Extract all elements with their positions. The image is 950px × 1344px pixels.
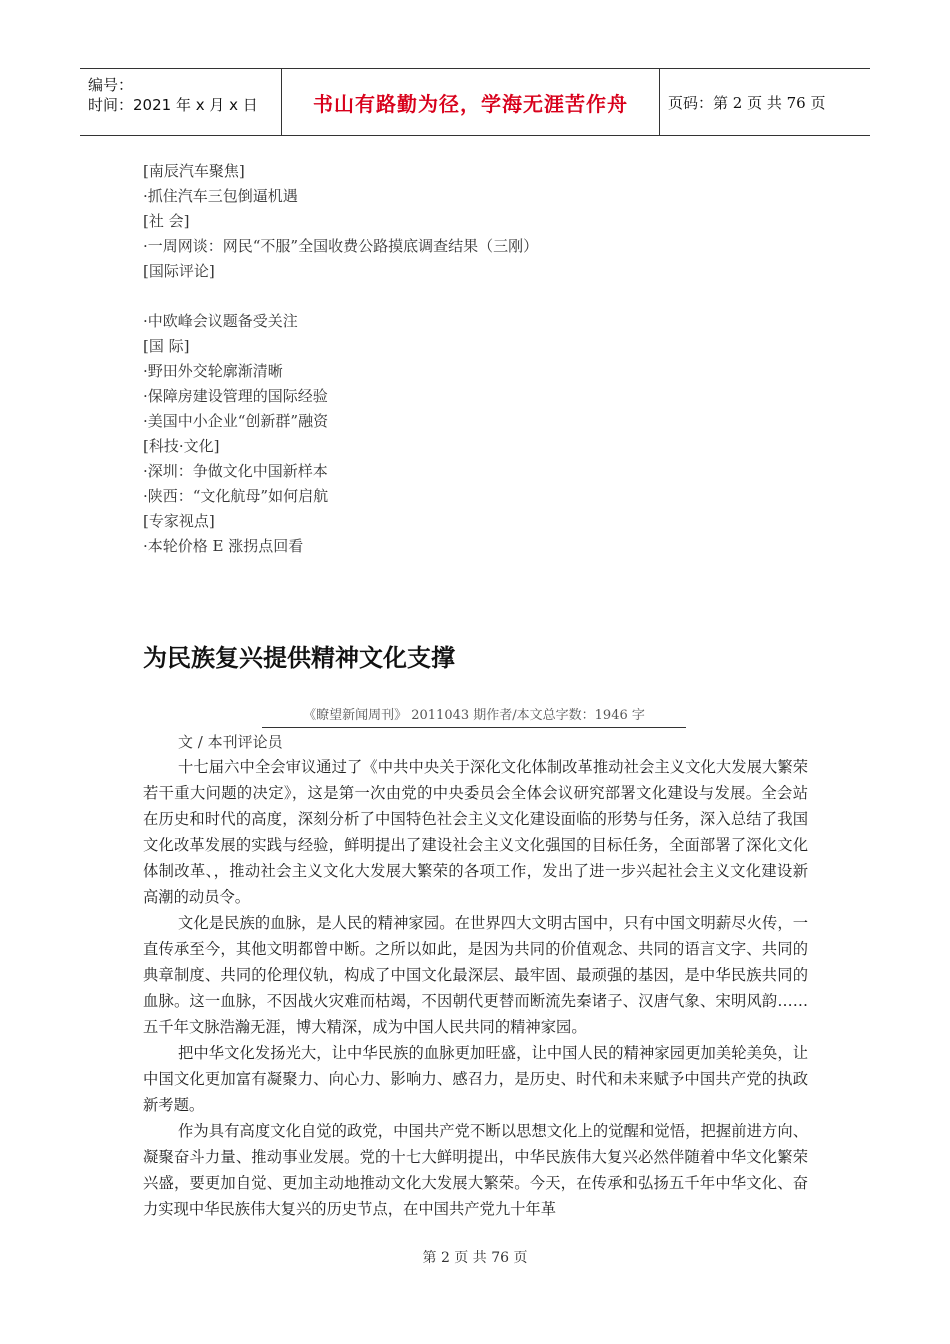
page-header — [80, 68, 870, 136]
page-footer: 第 2 页 共 76 页 — [422, 1250, 528, 1266]
toc-item: ·深圳：争做文化中国新样本 — [143, 462, 328, 480]
paragraph: 把中华文化发扬光大，让中华民族的血脉更加旺盛，让中国人民的精神家园更加美轮美奂，让中国文化更加富有凝聚力、向心力、影响力、感召力，是历史、时代和未来赋予中国共产党的执政新考题。 — [143, 1044, 808, 1114]
toc-item: ·野田外交轮廓渐清晰 — [143, 362, 283, 380]
header-motto: 书山有路勤为径，学海无涯苦作舟 — [282, 69, 660, 135]
header-meta — [80, 69, 282, 135]
toc-gap — [143, 284, 843, 309]
toc-item: [科技·文化] — [143, 437, 220, 455]
paragraph: 作为具有高度文化自觉的政党，中国共产党不断以思想文化上的觉醒和觉悟，把握前进方向、凝聚奋斗力量、推动事业发展。党的十七大鲜明提出，中华民族伟大复兴必然伴随着中华文化繁荣兴盛，要更加自觉、更加主动地推动文化大发展大繁荣。今天，在传承和弘扬五千年中华文化、奋力实现中华民族伟大复兴的历史节点，在中国共产党九十年革 — [143, 1122, 808, 1218]
time-label: 时间：2021 年 x 月 x 日 — [88, 96, 258, 114]
toc-item: ·中欧峰会议题备受关注 — [143, 312, 298, 330]
paragraph: 十七届六中全会审议通过了《中共中央关于深化文化体制改革推动社会主义文化大发展大繁荣若干重大问题的决定》，这是第一次由党的中央委员会全体会议研究部署文化建设与发展。全会站在历史和时代的高度，深刻分析了中国特色社会主义文化建设面临的形势与任务，深入总结了我国文化改革发展的实践与经验，鲜明提出了建设社会主义文化强国的目标任务，全面部署了深化文化体制改革、，推动社会主义文化大发展大繁荣的各项工作，发出了进一步兴起社会主义文化建设新高潮的动员令。 — [143, 758, 808, 906]
toc-item: ·本轮价格 E 涨拐点回看 — [143, 537, 304, 555]
toc-item: [南辰汽车聚焦] — [143, 162, 245, 180]
toc-item: ·陕西：“文化航母”如何启航 — [143, 487, 329, 505]
toc-item: ·美国中小企业“创新群”融资 — [143, 412, 329, 430]
header-page-info: 页码：第 2 页 共 76 页 — [668, 93, 826, 112]
table-of-contents — [143, 159, 843, 559]
article-title: 为民族复兴提供精神文化支撑 — [143, 644, 455, 672]
paragraph: 文化是民族的血脉，是人民的精神家园。在世界四大文明古国中，只有中国文明薪尽火传，一直传承至今，其他文明都曾中断。之所以如此，是因为共同的价值观念、共同的语言文字、共同的典章制度、共同的伦理仪轨，构成了中国文化最深层、最牢固、最顽强的基因，是中华民族共同的血脉。这一血脉，不因战火灾难而枯竭，不因朝代更替而断流先秦诸子、汉唐气象、宋明风韵……五千年文脉浩瀚无涯，博大精深，成为中国人民共同的精神家园。 — [143, 914, 808, 1036]
toc-item: ·抓住汽车三包倒逼机遇 — [143, 187, 298, 205]
toc-item: ·一周网谈：网民“不服”全国收费公路摸底调查结果（三刚） — [143, 237, 539, 255]
article-byline: 文 / 本刊评论员 — [178, 733, 283, 751]
toc-item: ·保障房建设管理的国际经验 — [143, 387, 328, 405]
toc-item: [国际评论] — [143, 262, 215, 280]
toc-item: [社 会] — [143, 212, 190, 230]
number-label: 编号： — [88, 76, 134, 94]
article-body — [143, 754, 808, 1222]
toc-item: [国 际] — [143, 337, 190, 355]
toc-item: [专家视点] — [143, 512, 215, 530]
article-source: 《瞭望新闻周刊》 2011043 期作者/本文总字数：1946 字 — [262, 704, 686, 728]
